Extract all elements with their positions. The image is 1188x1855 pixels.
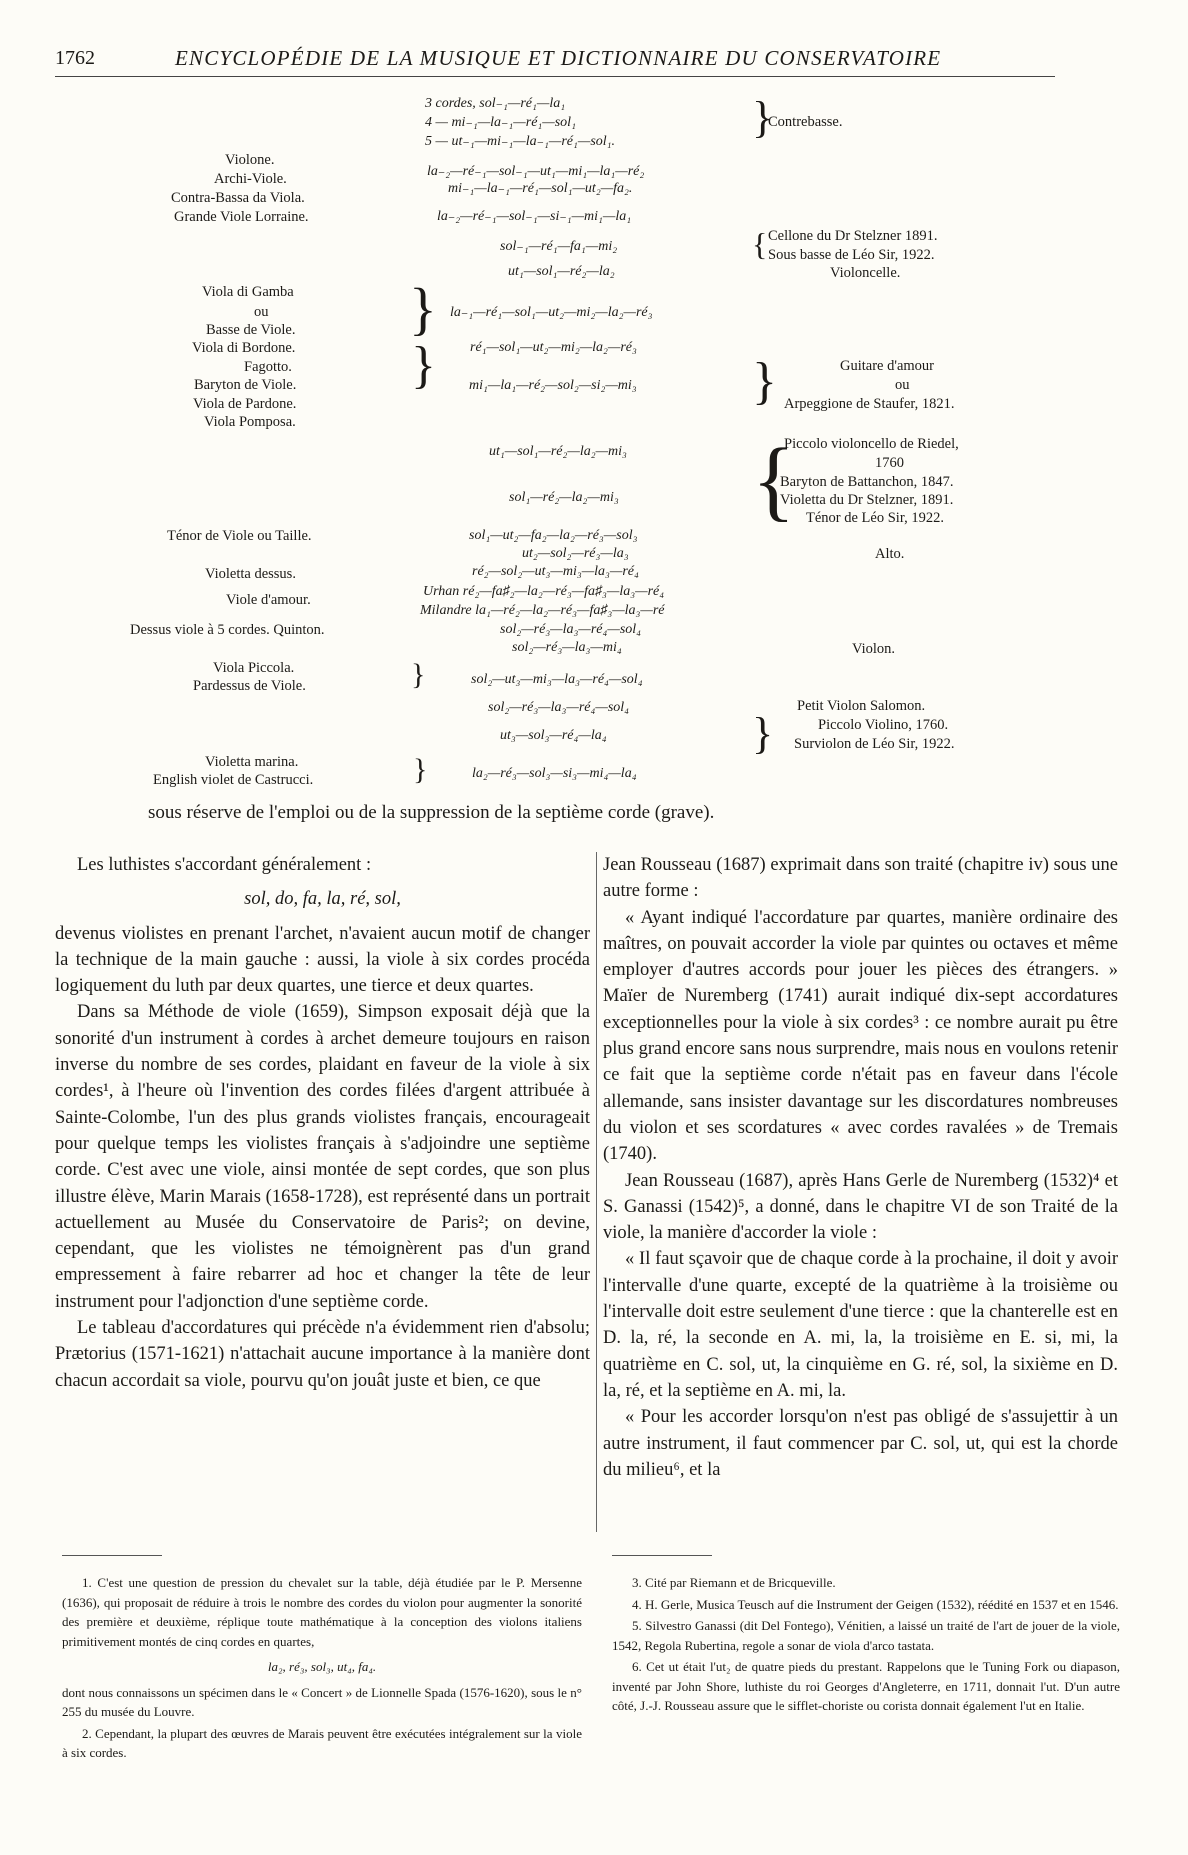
- table-left-label: English violet de Castrucci.: [153, 772, 314, 788]
- table-left-label: ou: [254, 304, 269, 320]
- table-right-label: Piccolo violoncello de Riedel,: [784, 436, 959, 452]
- footnote: 1. C'est une question de pression du chevalet sur la table, déjà étudiée par le P. Mersenne (1636), qui proposait de réduire à trois le nombre des cordes du violon pour augmenter la sonorité des première et deuxième, réplique toute mathématique à la conception des violons italiens primitivement montés de cinq cordes en quartes,: [62, 1575, 582, 1649]
- brace: }: [752, 93, 774, 142]
- table-right-label: Violetta du Dr Stelzner, 1891.: [780, 492, 954, 508]
- paragraph: « Ayant indiqué l'accordature par quartes, manière ordinaire des maîtres, on pouvait accorder la viole par quintes ou octaves et même employer d'autres accords pour jouer les pièces des étrangers. » Maïer de Nuremberg (1741) aurait indiqué dix-sept accordatures exceptionnelles pour la viole à six cordes³ : ce nombre aurait pu être plus grand encore sans nous surprendre, mais nous en voulons retenir ce fait que la septième corde n'était pas en faveur dans l'école allemande, sans insister davantage sur les discordatures nombreuses du violon et ses scordatures « avec cordes ravalées » de Tremais (1740).: [603, 907, 1118, 1165]
- table-right-label: Ténor de Léo Sir, 1922.: [806, 510, 944, 526]
- brace: }: [409, 276, 437, 341]
- table-right-label: Guitare d'amour: [840, 358, 935, 374]
- table-right-label: Piccolo Violino, 1760.: [818, 717, 949, 733]
- footnotes-right: [612, 1573, 1120, 1718]
- tuning-row: la₋₂—ré₋₁—sol₋₁—si₋₁—mi₁—la₁: [437, 209, 632, 224]
- body-column-right: [603, 852, 1118, 1483]
- paragraph: « Il faut sçavoir que de chaque corde à la prochaine, il doit y avoir l'intervalle d'une quarte, excepté de la quatrième à la troisième ou l'intervalle doit estre seulement d'une tierce : que la chanterelle est en D. la, ré, la seconde en A. mi, la, la troisième en E. si, mi, la quatrième en C. sol, ut, la cinquième en G. ré, sol, la sixième en D. la, ré, et la septième en A. mi, la.: [603, 1249, 1118, 1401]
- body-column-left: [55, 852, 590, 1394]
- paragraph: Le tableau d'accordatures qui précède n'a évidemment rien d'absolu; Prætorius (1571-1621) n'attachait aucune importance à la manière dont chacun accordait sa viole, pourvu qu'on jouât juste et bien, ce que: [55, 1318, 590, 1391]
- tuning-row: la₋₂—ré₋₁—sol₋₁—ut₁—mi₁—la₁—ré₂: [427, 164, 645, 179]
- tuning-row: sol₂—ré₃—la₃—ré₄—sol₄: [488, 700, 630, 715]
- tuning-row: 4 — mi₋₁—la₋₁—ré₁—sol₁: [425, 115, 576, 130]
- header-rule: [55, 76, 1055, 77]
- brace: }: [752, 709, 774, 758]
- brace: }: [752, 353, 777, 410]
- brace: {: [752, 431, 796, 530]
- tuning-row: mi₁—la₁—ré₂—sol₂—si₂—mi₃: [469, 378, 637, 393]
- tuning-row: sol₁—ut₂—fa₂—la₂—ré₃—sol₃: [469, 528, 638, 543]
- tuning-row: ut₁—sol₁—ré₂—la₂: [508, 264, 615, 279]
- brace: {: [752, 226, 768, 262]
- footnote: 5. Silvestro Ganassi (dit Del Fontego), Vénitien, a laissé un traité de l'art de jouer de la viole, 1542, Regola Rubertina, regole a sonar de viola d'arco tastata.: [612, 1618, 1120, 1653]
- tuning-row: sol₂—ré₃—la₃—ré₄—sol₄: [500, 622, 642, 637]
- running-title: ENCYCLOPÉDIE DE LA MUSIQUE ET DICTIONNAIRE DU CONSERVATOIRE: [175, 46, 942, 70]
- brace: }: [413, 753, 428, 786]
- tuning-row: mi₋₁—la₋₁—ré₁—sol₁—ut₂—fa₂.: [448, 181, 633, 196]
- table-left-label: Viole d'amour.: [226, 592, 311, 608]
- brace: }: [411, 337, 436, 394]
- tuning-row: Milandre la₁—ré₂—la₂—ré₃—fa♯₃—la₃—ré: [420, 603, 665, 618]
- formula: sol, do, fa, la, ré, sol,: [244, 889, 401, 910]
- tuning-row: 5 — ut₋₁—mi₋₁—la₋₁—ré₁—sol₁.: [425, 134, 616, 149]
- tuning-row: Urhan ré₂—fa♯₂—la₂—ré₃—fa♯₃—la₃—ré₄: [423, 584, 665, 599]
- table-left-label: Contra-Bassa da Viola.: [171, 190, 305, 206]
- tuning-row: sol₂—ré₃—la₃—mi₄: [512, 640, 622, 655]
- table-right-label: Surviolon de Léo Sir, 1922.: [794, 736, 955, 752]
- table-left-label: Viola di Gamba: [202, 284, 294, 300]
- footnote-formula: la₂, ré₃, sol₃, ut₄, fa₄.: [267, 1659, 377, 1674]
- tuning-row: la₋₁—ré₁—sol₁—ut₂—mi₂—la₂—ré₃: [450, 305, 653, 320]
- footnote: dont nous connaissons un spécimen dans le « Concert » de Lionnelle Spada (1576-1620), sous le n° 255 du musée du Louvre.: [62, 1684, 582, 1719]
- table-left-label: Archi-Viole.: [214, 171, 287, 187]
- table-right-label: Contrebasse.: [768, 114, 843, 130]
- brace: }: [411, 658, 426, 691]
- footnote-rule: [62, 1555, 162, 1556]
- footnote: 4. H. Gerle, Musica Teusch auf die Instrument der Geigen (1532), réédité en 1537 et en 1546.: [632, 1596, 1119, 1612]
- table-right-label: Sous basse de Léo Sir, 1922.: [768, 247, 935, 263]
- paragraph: Jean Rousseau (1687), après Hans Gerle de Nuremberg (1532)⁴ et S. Ganassi (1542)⁵, a donné, dans le chapitre VI de son Traité de la viole, la manière d'accorder la viole :: [603, 1170, 1118, 1244]
- table-right-label: Cellone du Dr Stelzner 1891.: [768, 228, 938, 244]
- table-left-label: Baryton de Viole.: [194, 377, 297, 393]
- tuning-row: ut₃—sol₃—ré₄—la₄: [500, 728, 607, 743]
- table-note: sous réserve de l'emploi ou de la suppression de la septième corde (grave).: [148, 802, 715, 823]
- table-left-label: Ténor de Viole ou Taille.: [167, 528, 312, 544]
- table-right-label: Arpeggione de Staufer, 1821.: [784, 396, 955, 412]
- tuning-row: sol₋₁—ré₁—fa₁—mi₂: [500, 239, 618, 254]
- table-right-label: 1760: [875, 455, 904, 471]
- tuning-row: ré₂—sol₂—ut₃—mi₃—la₃—ré₄: [472, 564, 639, 579]
- footnote: 2. Cependant, la plupart des œuvres de Marais peuvent être exécutées intégralement sur la viole à six cordes.: [62, 1725, 582, 1760]
- tuning-row: sol₁—ré₂—la₂—mi₃: [509, 490, 619, 505]
- table-left-label: Violetta marina.: [205, 754, 299, 770]
- table-right-label: Violoncelle.: [830, 265, 901, 281]
- paragraph: devenus violistes en prenant l'archet, n'avaient aucun motif de changer la technique de la main gauche : aussi, la viole à six cordes procéda logiquement du luth par deux quartes, une tierce et deux quartes.: [55, 923, 590, 997]
- tuning-row: sol₂—ut₃—mi₃—la₃—ré₄—sol₄: [471, 672, 643, 687]
- tuning-row: ut₂—sol₂—ré₃—la₃: [522, 546, 629, 561]
- footnotes-left: [62, 1573, 582, 1765]
- table-right-label: Petit Violon Salomon.: [797, 698, 926, 714]
- table-left-label: Violone.: [225, 152, 275, 168]
- paragraph: « Pour les accorder lorsqu'on n'est pas obligé de s'assujettir à un autre instrument, il faut commencer par C. sol, ut, qui est la chorde du milieu⁶, et la: [603, 1407, 1118, 1480]
- tuning-row: la₂—ré₃—sol₃—si₃—mi₄—la₄: [472, 766, 637, 781]
- tuning-row: 3 cordes, sol₋₁—ré₁—la₁: [425, 96, 566, 111]
- table-left-label: Pardessus de Viole.: [193, 678, 306, 694]
- table-left-label: Dessus viole à 5 cordes. Quinton.: [130, 622, 325, 638]
- footnote: 6. Cet ut était l'ut₂ de quatre pieds du prestant. Rappelons que le Tuning Fork ou diapason, inventé par John Shore, luthiste du roi Georges d'Angleterre, en 1711, donnait l'ut. D'un autre côté, J.-J. Rousseau assure que le sifflet-choriste ou corista donnait également l'ut en Italie.: [612, 1659, 1120, 1713]
- table-right-label: ou: [895, 377, 910, 393]
- table-left-label: Viola di Bordone.: [192, 340, 296, 356]
- tuning-row: ut₁—sol₁—ré₂—la₂—mi₃: [489, 444, 627, 459]
- table-right-label: Baryton de Battanchon, 1847.: [780, 474, 954, 490]
- footnote-rule: [612, 1555, 712, 1556]
- table-right-label: Violon.: [852, 641, 896, 657]
- table-left-label: Basse de Viole.: [206, 322, 296, 338]
- page-number: 1762: [55, 47, 95, 69]
- tuning-row: ré₁—sol₁—ut₂—mi₂—la₂—ré₃: [470, 340, 637, 355]
- table-left-label: Viola Piccola.: [213, 660, 295, 676]
- table-left-label: Grande Viole Lorraine.: [174, 209, 309, 225]
- table-left-label: Viola Pomposa.: [204, 414, 296, 430]
- table-left-label: Viola de Pardone.: [193, 396, 297, 412]
- footnote: 3. Cité par Riemann et de Bricqueville.: [632, 1575, 836, 1590]
- table-right-label: Alto.: [875, 546, 905, 562]
- paragraph: Dans sa Méthode de viole (1659), Simpson exposait déjà que la sonorité d'un instrument à cordes à archet demeure toujours en raison inverse du nombre de ses cordes, plaidant en faveur de la viole à six cordes¹, à l'heure où l'invention des cordes filées d'argent attribuée à Sainte-Colombe, l'un des plus grands violistes français, encourageait pour quelque temps les violistes français à s'adjoindre une septième corde. C'est avec une viole, ainsi montée de sept cordes, que son plus illustre élève, Marin Marais (1658-1728), est représenté dans un portrait actuellement au Musée du Conservatoire de Paris²; on devine, cependant, que les violistes ne témoignèrent pas d'un grand empressement à faire rebarrer ad hoc et changer la tête de leur instrument pour l'adjonction d'une septième corde.: [55, 1002, 590, 1312]
- table-left-label: Violetta dessus.: [205, 566, 296, 582]
- table-left-label: Fagotto.: [244, 359, 292, 375]
- column-divider: [596, 852, 597, 1532]
- paragraph: Jean Rousseau (1687) exprimait dans son traité (chapitre iv) sous une autre forme :: [603, 855, 1118, 902]
- paragraph: Les luthistes s'accordant généralement :: [77, 855, 372, 875]
